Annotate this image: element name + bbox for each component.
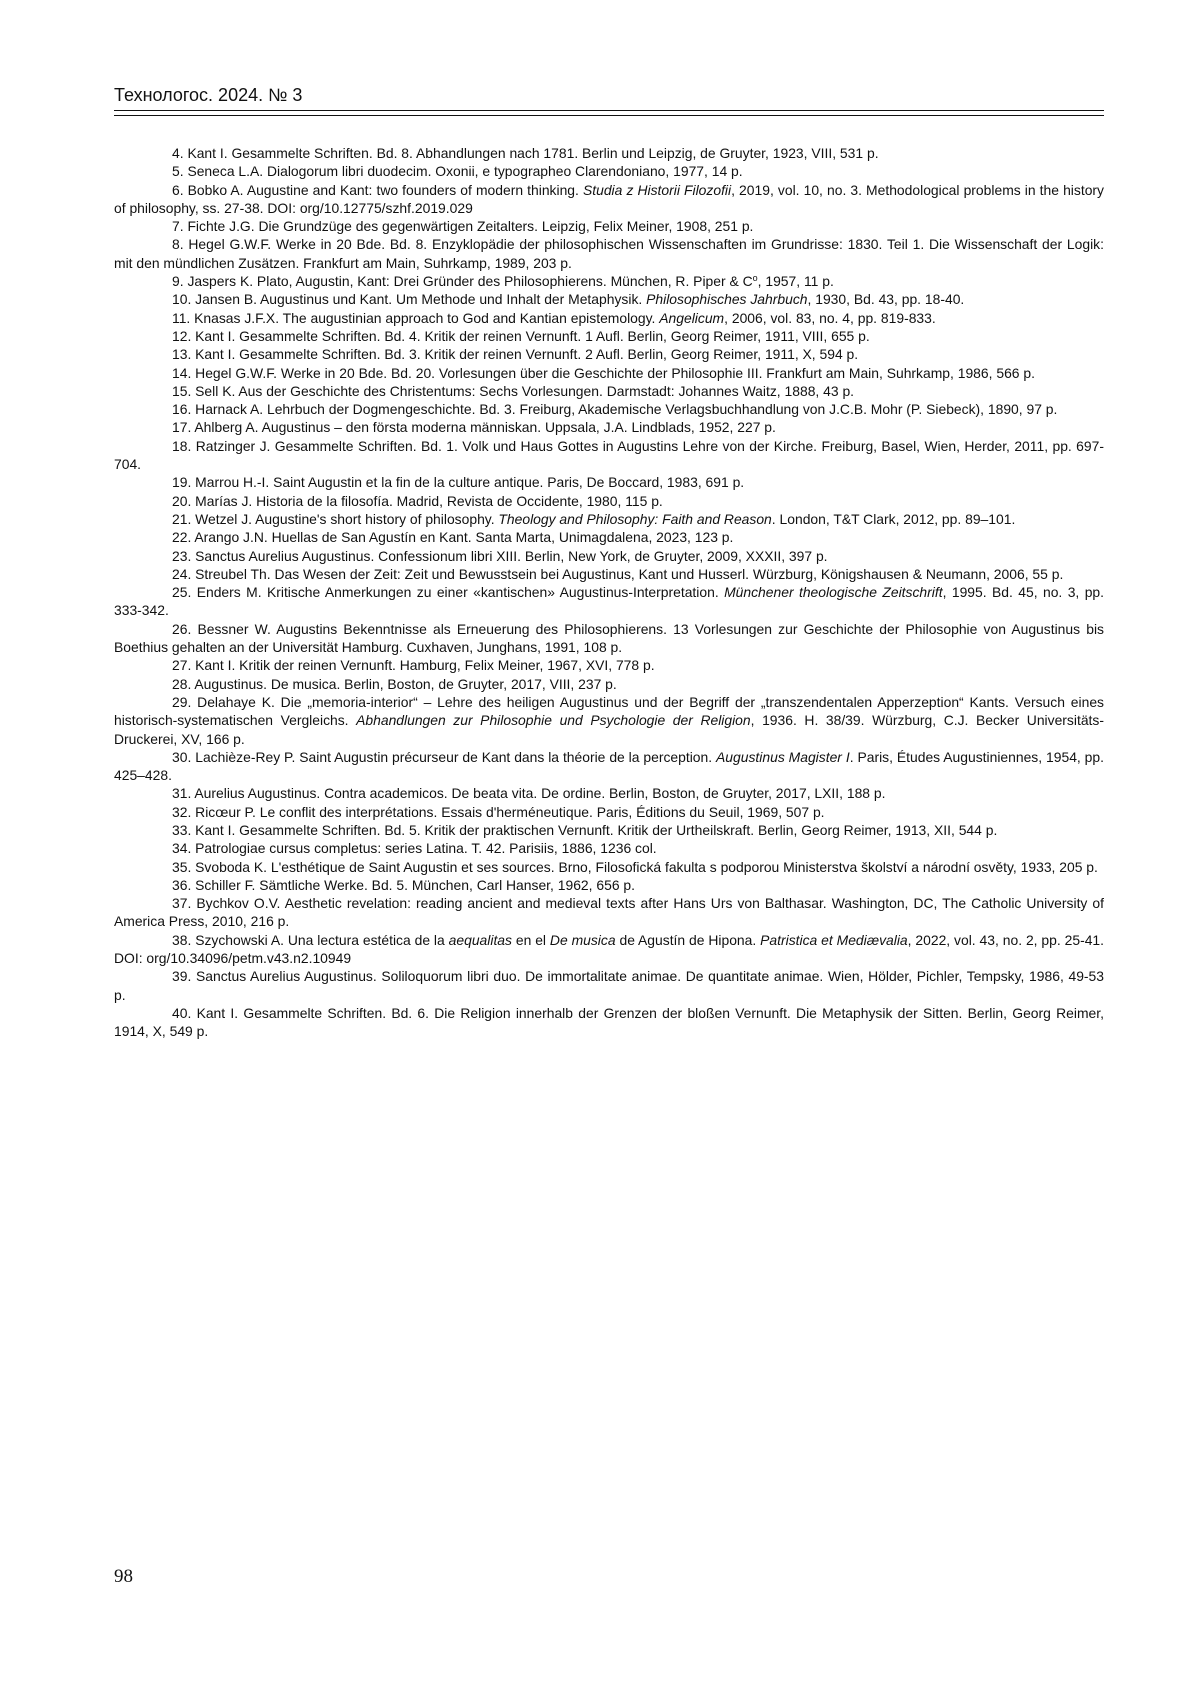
reference-text: 40. Kant I. Gesammelte Schriften. Bd. 6. Die Religion innerhalb der Grenzen der bloßen Vernunft. Die Metaphysik der Sitten. Berlin, Georg Reimer, 1914, X, 549 p.	[114, 1004, 1104, 1040]
reference-text: , 1936. H. 38/39. Würzburg, C.J. Becker Universitäts-Druckerei, XV, 166 p.	[114, 712, 1104, 747]
reference-text: 10. Jansen B. Augustinus und Kant. Um Methode und Inhalt der Metaphysik.	[172, 291, 647, 308]
reference-item	[114, 217, 1104, 235]
reference-item	[114, 839, 1104, 857]
page-number: 98	[114, 1566, 133, 1587]
reference-text: 24. Streubel Th. Das Wesen der Zeit: Zeit und Bewusstsein bei Augustinus, Kant und Husserl. Würzburg, Königshausen & Neumann, 2006, 55 p.	[172, 565, 1064, 582]
reference-text: , 1930, Bd. 43, pp. 18-40.	[807, 291, 965, 308]
reference-text: 5. Seneca L.A. Dialogorum libri duodecim. Oxonii, e typographeo Clarendoniano, 1977, 14 p.	[172, 163, 743, 180]
reference-text: 30. Lachièze-Rey P. Saint Augustin précurseur de Kant dans la théorie de la perception.	[172, 748, 717, 765]
reference-text: 33. Kant I. Gesammelte Schriften. Bd. 5. Kritik der praktischen Vernunft. Kritik der Urtheilskraft. Berlin, Georg Reimer, 1913, XII, 544 p.	[172, 821, 998, 838]
reference-item	[114, 583, 1104, 620]
reference-item	[114, 235, 1104, 272]
reference-text: 20. Marías J. Historia de la filosofía. Madrid, Revista de Occidente, 1980, 115 p.	[172, 492, 663, 509]
reference-superscript: o	[752, 273, 758, 284]
reference-item	[114, 967, 1104, 1004]
reference-text: , 1957, 11 p.	[757, 273, 834, 290]
reference-italic-text: Augustinus Magister I	[716, 748, 850, 765]
reference-text: 31. Aurelius Augustinus. Contra academicos. De beata vita. De ordine. Berlin, Boston, de Gruyter, 2017, LXII, 188 p.	[172, 785, 886, 802]
reference-item	[114, 327, 1104, 345]
reference-text: 9. Jaspers K. Plato, Augustin, Kant: Drei Gründer des Philosophierens. München, R. Piper & C	[172, 273, 753, 290]
reference-item	[114, 620, 1104, 657]
header-rule-bottom	[114, 115, 1104, 116]
reference-item	[114, 821, 1104, 839]
reference-item	[114, 345, 1104, 363]
reference-item	[114, 803, 1104, 821]
reference-item	[114, 437, 1104, 474]
reference-text: 36. Schiller F. Sämtliche Werke. Bd. 5. München, Carl Hanser, 1962, 656 p.	[172, 876, 635, 893]
reference-text: 17. Ahlberg A. Augustinus – den första moderna människan. Uppsala, J.A. Lindblads, 1952, 227 p.	[172, 419, 776, 436]
reference-text: 32. Ricœur P. Le conflit des interprétations. Essais d'herméneutique. Paris, Éditions du Seuil, 1969, 507 p.	[172, 803, 825, 820]
reference-item	[114, 931, 1104, 968]
reference-text: de Agustín de Hipona.	[615, 931, 761, 948]
reference-item	[114, 693, 1104, 748]
reference-text: 8. Hegel G.W.F. Werke in 20 Bde. Bd. 8. Enzyklopädie der philosophischen Wissenschaften im Grundrisse: 1830. Teil 1. Die Wissenschaft der Logik: mit den mündlichen Zusätzen. Frankfurt am Main, Suhrkamp, 1989, 203 p.	[114, 236, 1104, 271]
reference-italic-text: Angelicum	[659, 309, 725, 326]
reference-italic-text: Philosophisches Jahrbuch	[646, 291, 808, 308]
reference-text: 13. Kant I. Gesammelte Schriften. Bd. 3. Kritik der reinen Vernunft. 2 Aufl. Berlin, Georg Reimer, 1911, X, 594 p.	[172, 346, 859, 363]
reference-item	[114, 492, 1104, 510]
reference-text: 7. Fichte J.G. Die Grundzüge des gegenwärtigen Zeitalters. Leipzig, Felix Meiner, 1908, 251 p.	[172, 218, 754, 235]
reference-item	[114, 144, 1104, 162]
reference-text: 18. Ratzinger J. Gesammelte Schriften. Bd. 1. Volk und Haus Gottes in Augustins Lehre von der Kirche. Freiburg, Basel, Wien, Herder, 2011, pp. 697-704.	[114, 437, 1104, 473]
reference-text: , 2019, vol. 10, no. 3. Methodological problems in the history of philosophy, ss. 27-38. DOI: org/10.12775/szhf.2019.029	[114, 181, 1104, 216]
reference-item	[114, 473, 1104, 491]
reference-item	[114, 309, 1104, 327]
reference-item	[114, 400, 1104, 418]
reference-item	[114, 1004, 1104, 1041]
reference-item	[114, 675, 1104, 693]
reference-text: 35. Svoboda K. L'esthétique de Saint Augustin et ses sources. Brno, Filosofická fakulta s podporou Ministerstva školství a národní osvěty, 1933, 205 p.	[172, 858, 1098, 875]
reference-text: 37. Bychkov O.V. Aesthetic revelation: reading ancient and medieval texts after Hans Urs von Balthasar. Washington, DC, The Catholic University of America Press, 2010, 216 p.	[114, 895, 1104, 930]
reference-italic-text: Abhandlungen zur Philosophie und Psychologie der Religion	[356, 712, 751, 729]
reference-text: , 2006, vol. 83, no. 4, pp. 819-833.	[724, 309, 936, 326]
reference-text: 21. Wetzel J. Augustine's short history of philosophy.	[172, 510, 499, 527]
reference-text: , 1995. Bd. 45, no. 3, pp. 333-342.	[114, 584, 1104, 619]
reference-text: . Paris, Études Augustiniennes, 1954, pp. 425–428.	[114, 748, 1104, 784]
reference-item	[114, 528, 1104, 546]
header-rule-top	[114, 110, 1104, 111]
reference-text: 12. Kant I. Gesammelte Schriften. Bd. 4. Kritik der reinen Vernunft. 1 Aufl. Berlin, Georg Reimer, 1911, VIII, 655 p.	[172, 327, 870, 344]
reference-italic-text: Münchener theologische Zeitschrift	[724, 584, 943, 601]
reference-item	[114, 510, 1104, 528]
reference-text: 6. Bobko A. Augustine and Kant: two founders of modern thinking.	[172, 181, 583, 198]
reference-item	[114, 418, 1104, 436]
reference-text: 38. Szychowski A. Una lectura estética de la	[172, 931, 449, 948]
reference-list	[114, 144, 1104, 1041]
reference-item	[114, 894, 1104, 931]
reference-italic-text: Theology and Philosophy: Faith and Reason	[498, 510, 772, 527]
reference-text: 29. Delahaye K. Die „memoria-interior“ – Lehre des heiligen Augustinus und der Begriff der „transzendentalen Apperzeption“ Kants. Versuch eines historisch-systematischen Vergleichs.	[114, 693, 1104, 729]
reference-italic-text: Patristica et Mediævalia	[760, 931, 908, 948]
reference-text: 28. Augustinus. De musica. Berlin, Boston, de Gruyter, 2017, VIII, 237 p.	[172, 675, 617, 692]
reference-text: 11. Knasas J.F.X. The augustinian approach to God and Kantian epistemology.	[172, 309, 660, 326]
reference-text: 25. Enders M. Kritische Anmerkungen zu einer «kantischen» Augustinus-Interpretation.	[172, 584, 725, 601]
reference-item	[114, 748, 1104, 785]
reference-text: 27. Kant I. Kritik der reinen Vernunft. Hamburg, Felix Meiner, 1967, XVI, 778 p.	[172, 657, 655, 674]
reference-item	[114, 565, 1104, 583]
reference-text: 19. Marrou H.-I. Saint Augustin et la fin de la culture antique. Paris, De Boccard, 1983, 691 p.	[172, 474, 745, 491]
reference-item	[114, 656, 1104, 674]
reference-item	[114, 290, 1104, 308]
reference-item	[114, 784, 1104, 802]
reference-text: 23. Sanctus Aurelius Augustinus. Confessionum libri XIII. Berlin, New York, de Gruyter, 2009, XXXII, 397 p.	[172, 547, 828, 564]
reference-text: 4. Kant I. Gesammelte Schriften. Bd. 8. Abhandlungen nach 1781. Berlin und Leipzig, de Gruyter, 1923, VIII, 531 p.	[172, 145, 879, 161]
reference-item	[114, 162, 1104, 180]
reference-item	[114, 272, 1104, 290]
reference-text: 34. Patrologiae cursus completus: series Latina. T. 42. Parisiis, 1886, 1236 col.	[172, 840, 657, 857]
reference-italic-text: aequalitas	[448, 931, 512, 948]
reference-text: , 2022, vol. 43, no. 2, pp. 25-41. DOI: org/10.34096/petm.v43.n2.10949	[114, 931, 1105, 967]
reference-text: 16. Harnack A. Lehrbuch der Dogmengeschichte. Bd. 3. Freiburg, Akademische Verlagsbuchhandlung von J.C.B. Mohr (P. Siebeck), 1890, 97 p.	[172, 401, 1058, 418]
reference-text: 26. Bessner W. Augustins Bekenntnisse als Erneuerung des Philosophierens. 13 Vorlesungen zur Geschichte der Philosophie von Augustinus bis Boethius gehalten an der Universität Hamburg. Cuxhaven, Junghans, 1991, 108 p.	[114, 620, 1104, 656]
reference-item	[114, 858, 1104, 876]
journal-header: Технологос. 2024. № 3	[114, 85, 303, 105]
reference-item	[114, 382, 1104, 400]
reference-text: . London, T&T Clark, 2012, pp. 89–101.	[771, 510, 1016, 527]
reference-text: 14. Hegel G.W.F. Werke in 20 Bde. Bd. 20. Vorlesungen über die Geschichte der Philosophie III. Frankfurt am Main, Suhrkamp, 1986, 566 p.	[172, 364, 1035, 381]
reference-item	[114, 547, 1104, 565]
reference-text: en el	[511, 931, 550, 948]
reference-italic-text: Studia z Historii Filozofii	[582, 181, 732, 198]
reference-item	[114, 181, 1104, 218]
reference-item	[114, 876, 1104, 894]
reference-text: 15. Sell K. Aus der Geschichte des Christentums: Sechs Vorlesungen. Darmstadt: Johannes Waitz, 1888, 43 p.	[172, 382, 855, 399]
reference-item	[114, 364, 1104, 382]
reference-italic-text: De musica	[549, 931, 616, 948]
reference-text: 22. Arango J.N. Huellas de San Agustín en Kant. Santa Marta, Unimagdalena, 2023, 123 p.	[172, 529, 734, 546]
reference-text: 39. Sanctus Aurelius Augustinus. Soliloquorum libri duo. De immortalitate animae. De quantitate animae. Wien, Hölder, Pichler, Tempsky, 1986, 49-53 p.	[114, 968, 1104, 1003]
